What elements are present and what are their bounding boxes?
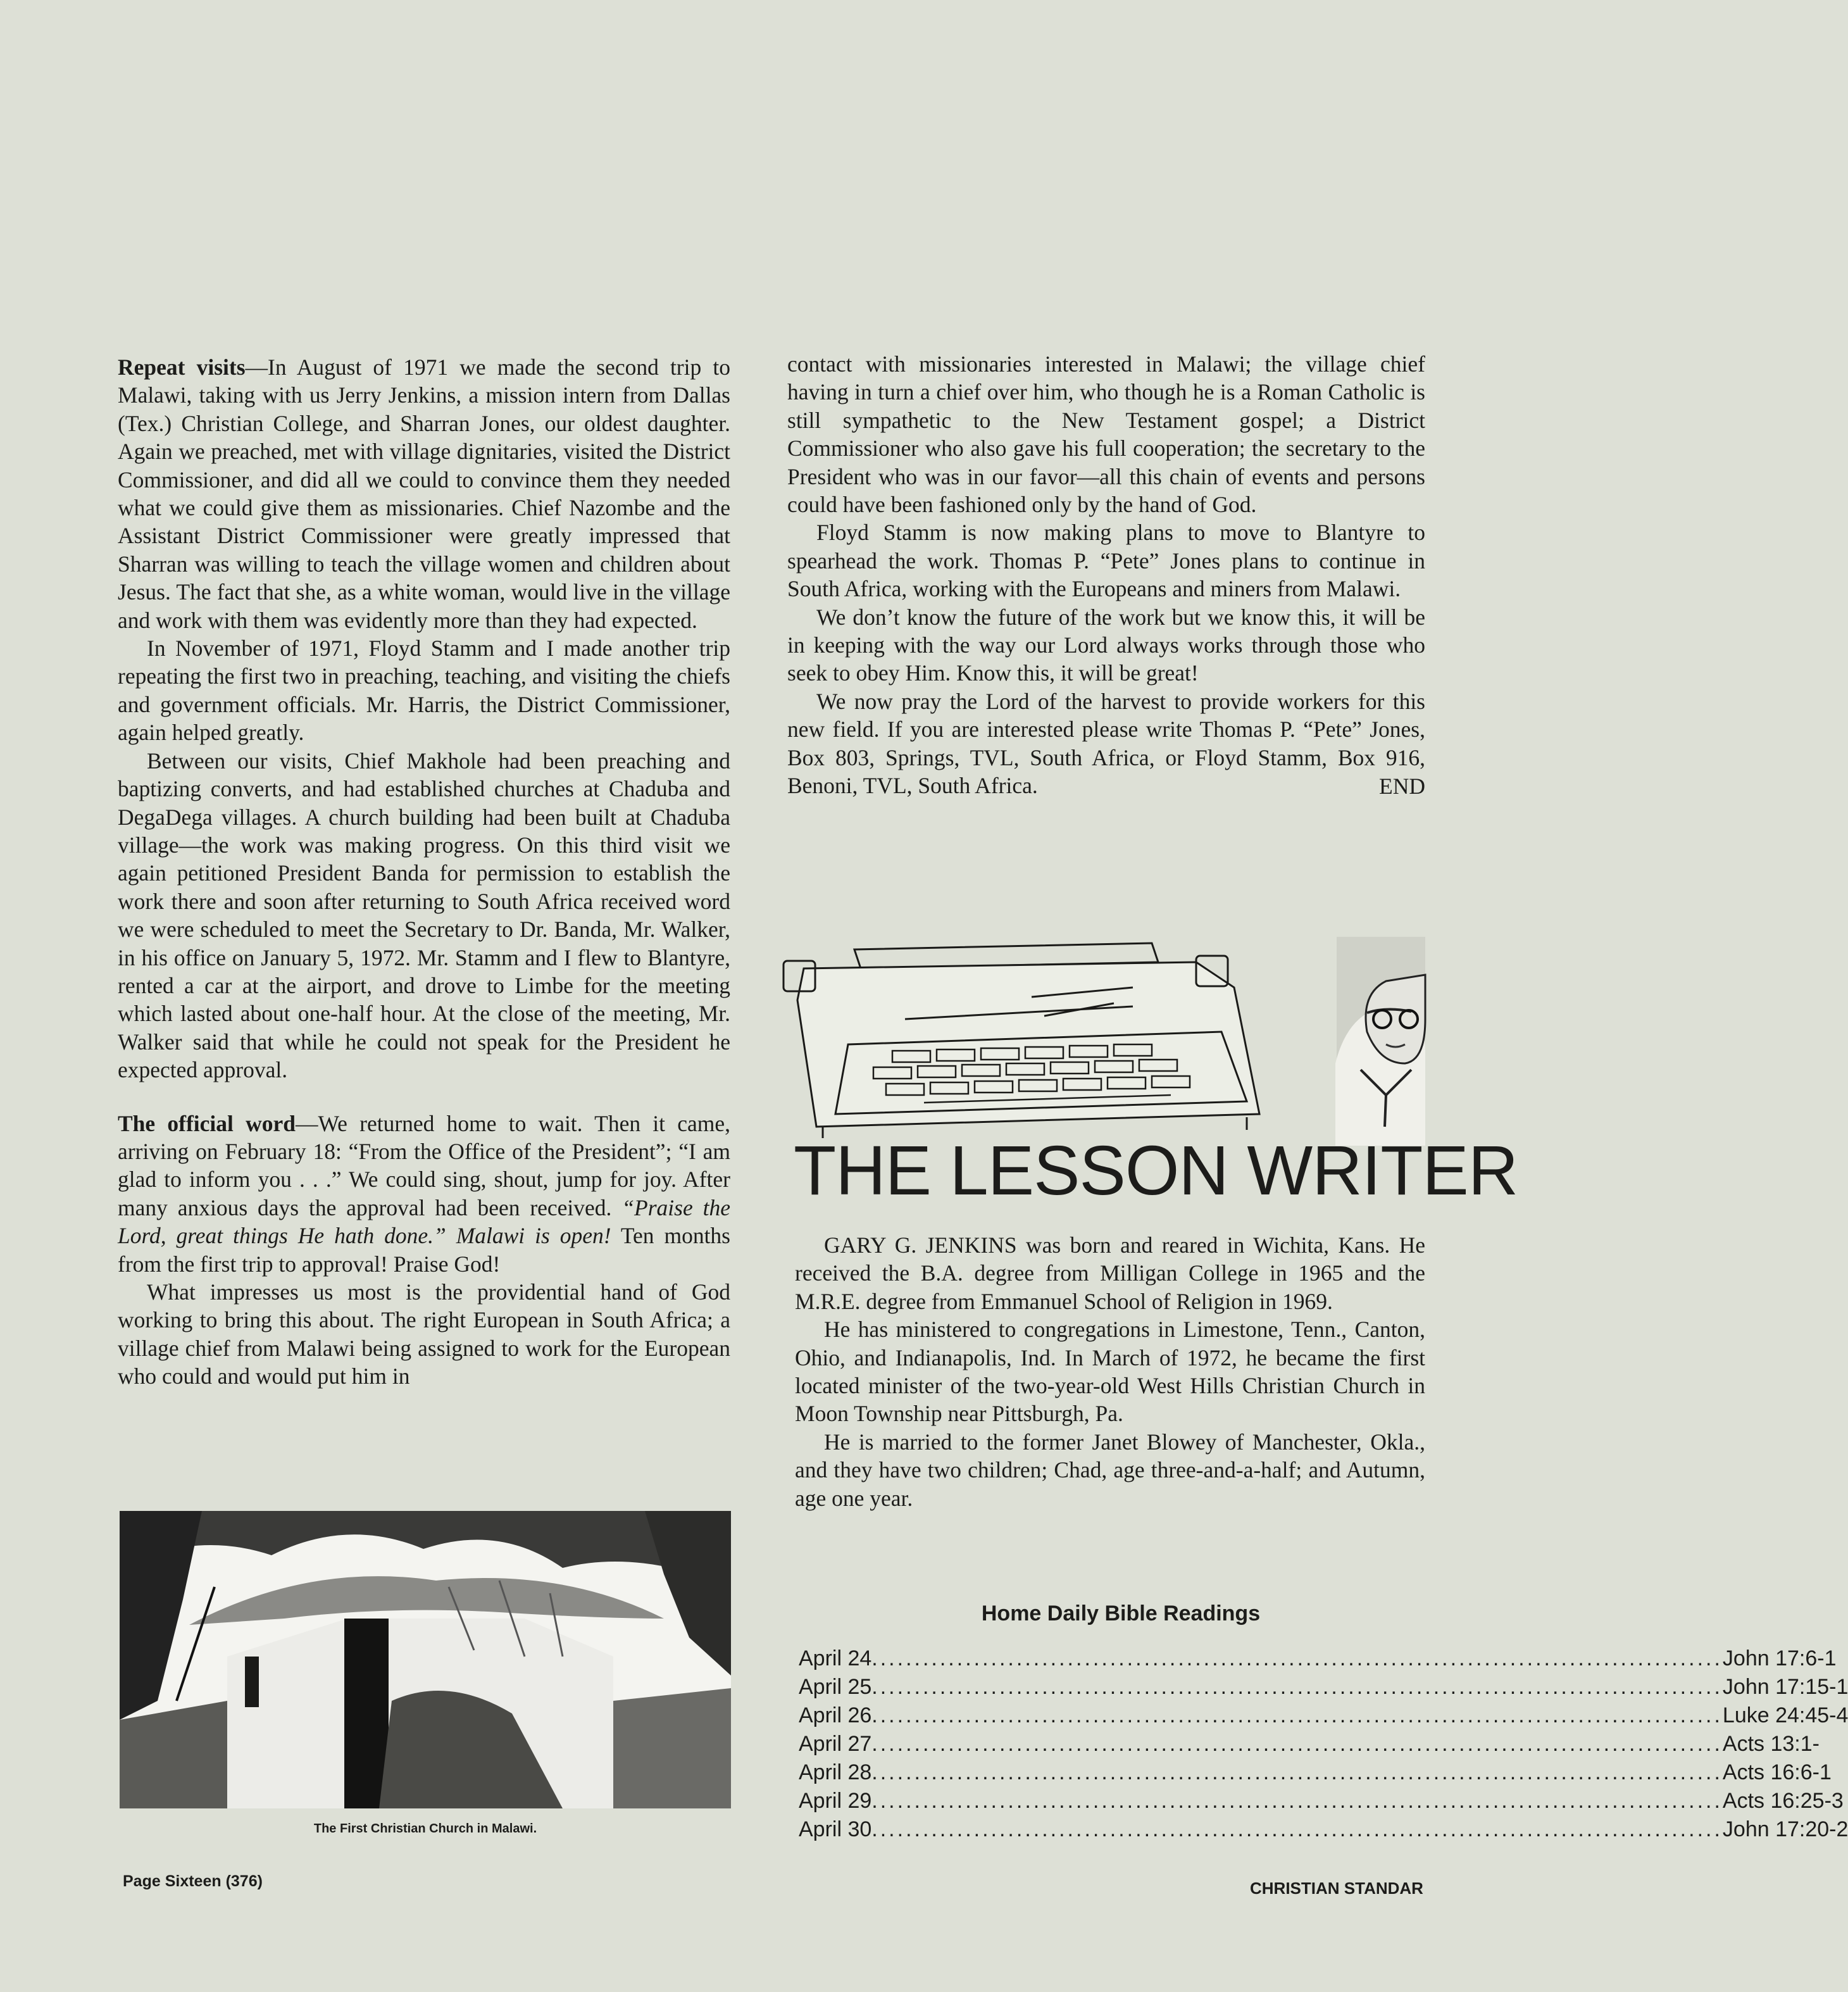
reading-row bbox=[799, 1787, 1844, 1815]
section-lead: Repeat visits bbox=[118, 354, 246, 380]
italic-quote: “Praise the Lord, great things He hath done.” Malawi is open! bbox=[118, 1194, 730, 1249]
reading-date: April 28 bbox=[799, 1760, 872, 1784]
reading-reference: Acts 16:6-1 bbox=[1722, 1760, 1832, 1784]
leader-dots bbox=[871, 1730, 1723, 1758]
reading-reference: John 17:15-1 bbox=[1722, 1675, 1848, 1699]
reading-reference: Acts 13:1- bbox=[1722, 1732, 1820, 1756]
reading-row bbox=[799, 1815, 1848, 1844]
reading-row bbox=[799, 1701, 1848, 1730]
article-paragraph: Between our visits, Chief Makhole had been preaching and baptizing converts, and had established churches at Chaduba and DegaDega villages. A church building had been built at Chaduba village—the work was making progress. On this third visit we again petitioned President Banda for permission to establish the work there and soon after returning to South Africa received word we were scheduled to meet the Secretary to Dr. Banda, Mr. Walker, in his office on January 5, 1972. Mr. Stamm and I flew to Blantyre, rented a car at the airport, and drove to Limbe for the meeting which lasted about one-half hour. At the close of the meeting, Mr. Walker said that while he could not speak for the President he expected approval. bbox=[118, 748, 730, 1083]
reading-reference: Luke 24:45-4 bbox=[1722, 1703, 1848, 1727]
reading-date: April 25 bbox=[799, 1675, 872, 1699]
bio-paragraph: He is married to the former Janet Blowey of Manchester, Okla., and they have two children; Chad, age three-and-a-half; and Autumn, age one year. bbox=[795, 1429, 1425, 1511]
lesson-writer-headline: THE LESSON WRITER bbox=[794, 1132, 1518, 1210]
leader-dots bbox=[871, 1815, 1723, 1844]
article-paragraph: contact with missionaries interested in Malawi; the village chief having in turn a chief over him, who though he is a Roman Catholic is still sympathetic to the New Testament gospel; a District Commissioner who also gave his full cooperation; the secretary to the President who was in our favor—all this chain of events and persons could have been fashioned only by the hand of God. bbox=[787, 351, 1425, 518]
reading-date: April 26 bbox=[799, 1703, 872, 1727]
article-paragraph: What impresses us most is the providential hand of God working to bring this about. The right European in South Africa; a village chief from Malawi being assigned to work for the European who could and would put him in bbox=[118, 1279, 730, 1389]
leader-dots bbox=[871, 1644, 1723, 1673]
page-number: Page Sixteen (376) bbox=[123, 1872, 263, 1890]
article-paragraph bbox=[118, 353, 730, 634]
leader-dots bbox=[871, 1758, 1723, 1787]
paragraph-text: Ten months from the first trip to approval! Praise God! bbox=[118, 1223, 730, 1277]
reading-row bbox=[799, 1758, 1832, 1787]
article-paragraph: We now pray the Lord of the harvest to provide workers for this new field. If you are interested please write Thomas P. “Pete” Jones, Box 803, Springs, TVL, South Africa, or Floyd Stamm, Box 916, Benoni, TVL, South Africa. bbox=[787, 688, 1425, 799]
reading-reference: John 17:6-1 bbox=[1722, 1646, 1837, 1670]
church-photo-graphic bbox=[120, 1511, 731, 1808]
reading-row bbox=[799, 1644, 1837, 1673]
article-right-column bbox=[787, 350, 1425, 800]
reading-date: April 27 bbox=[799, 1732, 872, 1756]
paragraph-text: —In August of 1971 we made the second trip to Malawi, taking with us Jerry Jenkins, a mission intern from Dallas (Tex.) Christian College, and Sharran Jones, our oldest daughter. Again we preached, met with village dignitaries, visited the District Commissioner, and did all we could to convince them they needed what we could give them as missionaries. Chief Nazombe and the Assistant District Commissioner were greatly impressed that Sharran was willing to teach the village women and children about Jesus. The fact that she, as a white woman, would live in the village and work with them was evidently more than they had expected. bbox=[118, 354, 730, 633]
church-photo bbox=[120, 1511, 731, 1808]
leader-dots bbox=[871, 1673, 1723, 1701]
reading-date: April 30 bbox=[799, 1817, 872, 1841]
typewriter-icon bbox=[778, 937, 1425, 1146]
article-paragraph bbox=[118, 1110, 730, 1278]
bible-readings-list bbox=[799, 1644, 1848, 1844]
leader-dots bbox=[871, 1701, 1723, 1730]
section-lead: The official word bbox=[118, 1110, 296, 1136]
reading-reference: Acts 16:25-3 bbox=[1722, 1789, 1844, 1813]
section-gap bbox=[118, 1084, 730, 1110]
article-left-column bbox=[118, 353, 730, 1391]
reading-row bbox=[799, 1673, 1848, 1701]
lesson-writer-bio bbox=[795, 1231, 1425, 1512]
article-paragraph: In November of 1971, Floyd Stamm and I made another trip repeating the first two in preaching, teaching, and visiting the chiefs and government officials. Mr. Harris, the District Commissioner, again helped greatly. bbox=[118, 636, 730, 746]
reading-date: April 29 bbox=[799, 1789, 872, 1813]
leader-dots bbox=[871, 1787, 1723, 1815]
reading-row bbox=[799, 1730, 1820, 1758]
readings-title: Home Daily Bible Readings bbox=[981, 1601, 1261, 1626]
end-mark: END bbox=[1379, 773, 1425, 799]
reading-reference: John 17:20-2 bbox=[1722, 1817, 1848, 1841]
publication-name: CHRISTIAN STANDAR bbox=[1250, 1879, 1423, 1898]
paragraph-text: —We returned home to wait. Then it came, arriving on February 18: “From the Office of the President”; “I am glad to inform you . . .” We could sing, shout, jump for joy. After many anxious days the approval had been received. bbox=[118, 1110, 730, 1220]
article-paragraph: We don’t know the future of the work but we know this, it will be in keeping with the way our Lord always works through those who seek to obey Him. Know this, it will be great! bbox=[787, 604, 1425, 686]
bio-paragraph: GARY G. JENKINS was born and reared in Wichita, Kans. He received the B.A. degree from Milligan College in 1965 and the M.R.E. degree from Emmanuel School of Religion in 1969. bbox=[795, 1232, 1425, 1314]
photo-caption: The First Christian Church in Malawi. bbox=[313, 1822, 537, 1836]
bio-paragraph: He has ministered to congregations in Limestone, Tenn., Canton, Ohio, and Indianapolis, Ind. In March of 1972, he became the first located minister of the two-year-old West Hills Christian Church in Moon Township near Pittsburgh, Pa. bbox=[795, 1317, 1425, 1427]
reading-date: April 24 bbox=[799, 1646, 872, 1670]
article-paragraph: Floyd Stamm is now making plans to move to Blantyre to spearhead the work. Thomas P. “Pete” Jones plans to continue in South Africa, working with the Europeans and miners from Malawi. bbox=[787, 520, 1425, 602]
lesson-writer-illustration bbox=[778, 937, 1425, 1146]
